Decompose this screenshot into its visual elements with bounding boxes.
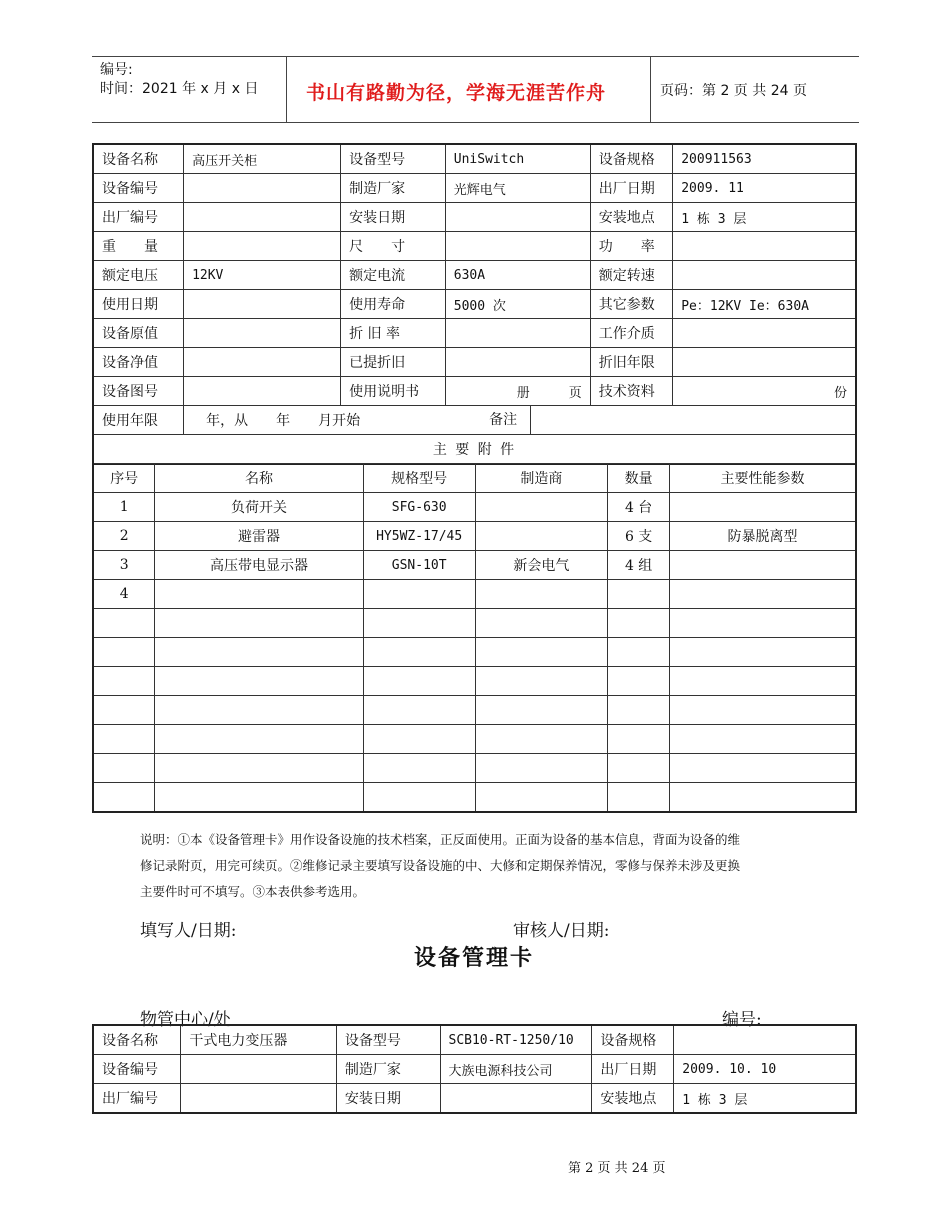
accessory-row-cell: 防暴脱离型 <box>670 522 856 551</box>
accessory-row-cell: 4 组 <box>608 551 670 580</box>
info2-row-cell: 设备名称 <box>93 1025 181 1055</box>
accessory-row <box>93 551 856 580</box>
info2-row-cell <box>440 1084 592 1114</box>
accessories-title-row <box>93 435 856 465</box>
info2-row-cell <box>674 1025 856 1055</box>
accessory-row-cell <box>475 580 608 609</box>
acc-header-seq: 序号 <box>93 464 155 493</box>
accessory-row-cell <box>608 696 670 725</box>
info-row-cell: 2009. 11 <box>673 174 856 203</box>
accessory-row-cell <box>670 783 856 813</box>
card-number-label: 编号: <box>722 1010 762 1030</box>
info-row-cell: 尺 寸 <box>341 232 446 261</box>
info-row <box>93 174 856 203</box>
accessory-row-cell <box>155 696 363 725</box>
info2-row-cell: 出厂日期 <box>592 1055 674 1084</box>
header-divider-right <box>650 56 651 122</box>
info-row <box>93 348 856 377</box>
info-row-cell: Pe：12KV Ie：630A <box>673 290 856 319</box>
accessory-row-cell <box>670 609 856 638</box>
accessory-row <box>93 522 856 551</box>
remark-label: 备注 <box>476 406 531 434</box>
use-years-value: 年，从 年 月开始 <box>206 413 361 429</box>
accessory-row-cell <box>155 638 363 667</box>
info2-row-cell: 大族电源科技公司 <box>440 1055 592 1084</box>
accessories-header-row <box>93 464 856 493</box>
info-row-cell: 设备编号 <box>93 174 184 203</box>
accessory-row-cell <box>608 580 670 609</box>
info-row <box>93 261 856 290</box>
accessory-row-cell <box>670 754 856 783</box>
info-row-cell: 光辉电气 <box>445 174 590 203</box>
info-row-cell: 设备原值 <box>93 319 184 348</box>
info-row-cell: 份 <box>673 377 856 406</box>
info-row-cell: 630A <box>445 261 590 290</box>
accessory-row-cell <box>670 667 856 696</box>
accessory-row-cell <box>475 667 608 696</box>
info-row-cell: 额定电压 <box>93 261 184 290</box>
info-row-cell: 设备图号 <box>93 377 184 406</box>
serial-label: 编号: <box>100 62 133 78</box>
dept-label: 物管中心/处 <box>140 1010 231 1030</box>
info2-row <box>93 1025 856 1055</box>
accessory-row-cell <box>155 783 363 813</box>
info2-row-cell: 设备型号 <box>336 1025 440 1055</box>
accessory-row-cell: 新会电气 <box>475 551 608 580</box>
note-line-3: 主要件时可不填写。③本表供参考选用。 <box>140 884 366 899</box>
accessory-row-cell: 避雷器 <box>155 522 363 551</box>
accessory-row-cell: HY5WZ-17/45 <box>363 522 475 551</box>
info-row-cell: 额定电流 <box>341 261 446 290</box>
info-row-cell: 折 旧 率 <box>341 319 446 348</box>
accessory-row-cell <box>670 696 856 725</box>
accessory-row-cell <box>363 580 475 609</box>
equipment-info-table-2 <box>92 1024 857 1114</box>
accessory-row <box>93 493 856 522</box>
accessory-row-cell <box>93 667 155 696</box>
accessory-row-cell: 4 台 <box>608 493 670 522</box>
accessory-row-cell <box>363 783 475 813</box>
info-row-cell <box>184 174 341 203</box>
acc-header-params: 主要性能参数 <box>670 464 856 493</box>
filler-date-label: 填写人/日期: <box>140 921 237 941</box>
info-row-cell: 工作介质 <box>590 319 673 348</box>
accessory-row-cell <box>363 638 475 667</box>
info-row-cell: 高压开关柜 <box>184 144 341 174</box>
accessory-row <box>93 725 856 754</box>
use-years-row <box>93 406 856 435</box>
accessory-row-cell <box>475 783 608 813</box>
accessory-row-cell: 1 <box>93 493 155 522</box>
accessory-row-cell <box>93 783 155 813</box>
accessory-row <box>93 609 856 638</box>
info-row <box>93 290 856 319</box>
page-indicator: 页码：第 2 页 共 24 页 <box>660 83 807 99</box>
accessory-row-cell <box>670 551 856 580</box>
info-row-cell <box>184 232 341 261</box>
info-row-cell <box>184 348 341 377</box>
info2-row-cell <box>181 1084 337 1114</box>
info2-row-cell: 1 栋 3 层 <box>674 1084 856 1114</box>
note-block <box>140 827 840 905</box>
info-row-cell <box>673 319 856 348</box>
note-line-1: 说明：①本《设备管理卡》用作设备设施的技术档案，正反面使用。正面为设备的基本信息，背面为设备的维 <box>140 832 741 847</box>
info-row-cell: 使用说明书 <box>341 377 446 406</box>
accessory-row-cell <box>363 696 475 725</box>
info-row-cell: 出厂日期 <box>590 174 673 203</box>
info-row-cell <box>445 203 590 232</box>
info-row-cell: 设备规格 <box>590 144 673 174</box>
info-row-cell <box>445 348 590 377</box>
accessory-row-cell <box>155 667 363 696</box>
accessory-row-cell: 6 支 <box>608 522 670 551</box>
accessory-row-cell <box>670 580 856 609</box>
accessory-row-cell <box>155 754 363 783</box>
info2-row <box>93 1084 856 1114</box>
use-years-label: 使用年限 <box>93 406 184 435</box>
accessory-row-cell <box>608 638 670 667</box>
info-row-cell: 5000 次 <box>445 290 590 319</box>
info-row-cell: 安装日期 <box>341 203 446 232</box>
acc-header-name: 名称 <box>155 464 363 493</box>
acc-header-maker: 制造商 <box>475 464 608 493</box>
accessory-row <box>93 580 856 609</box>
info-row-cell: 使用寿命 <box>341 290 446 319</box>
accessory-row-cell <box>608 754 670 783</box>
accessory-row <box>93 667 856 696</box>
info-row <box>93 144 856 174</box>
acc-header-model: 规格型号 <box>363 464 475 493</box>
accessory-row-cell <box>608 783 670 813</box>
info-row-cell: 200911563 <box>673 144 856 174</box>
accessory-row-cell <box>475 725 608 754</box>
accessory-row-cell <box>93 725 155 754</box>
header-bottom-rule <box>92 122 859 123</box>
info-row-cell: 技术资料 <box>590 377 673 406</box>
info2-row-cell: 2009. 10. 10 <box>674 1055 856 1084</box>
info-row-cell <box>184 377 341 406</box>
accessory-row-cell <box>93 609 155 638</box>
accessories-title: 主 要 附 件 <box>93 435 856 465</box>
accessory-row-cell <box>363 754 475 783</box>
info-row-cell: 1 栋 3 层 <box>673 203 856 232</box>
info-row-cell: 使用日期 <box>93 290 184 319</box>
info-row <box>93 377 856 406</box>
accessory-row-cell <box>475 493 608 522</box>
accessory-row-cell: 2 <box>93 522 155 551</box>
info-row-cell <box>673 261 856 290</box>
info-row-cell: 设备净值 <box>93 348 184 377</box>
info-row-cell: 安装地点 <box>590 203 673 232</box>
header-motto: 书山有路勤为径，学海无涯苦作舟 <box>306 82 607 104</box>
info-row-cell: 重 量 <box>93 232 184 261</box>
accessory-row-cell: 4 <box>93 580 155 609</box>
info-row-cell: 设备型号 <box>341 144 446 174</box>
info-row-cell: 12KV <box>184 261 341 290</box>
info-row <box>93 232 856 261</box>
info2-row-cell: 制造厂家 <box>336 1055 440 1084</box>
info-row-cell: 出厂编号 <box>93 203 184 232</box>
accessory-row-cell: SFG-630 <box>363 493 475 522</box>
accessory-row-cell <box>93 696 155 725</box>
info-row-cell <box>445 232 590 261</box>
info2-row-cell: 安装日期 <box>336 1084 440 1114</box>
accessory-row-cell <box>93 754 155 783</box>
accessory-row <box>93 783 856 813</box>
accessory-row <box>93 754 856 783</box>
accessory-row <box>93 696 856 725</box>
page-footer: 第 2 页 共 24 页 <box>568 1161 666 1176</box>
accessory-row-cell <box>93 638 155 667</box>
accessory-row-cell <box>363 725 475 754</box>
info-row-cell: 功 率 <box>590 232 673 261</box>
info-row <box>93 203 856 232</box>
info-row-cell: 制造厂家 <box>341 174 446 203</box>
info2-row-cell: 干式电力变压器 <box>181 1025 337 1055</box>
accessory-row-cell <box>155 609 363 638</box>
info-row-cell <box>673 232 856 261</box>
accessory-row-cell <box>670 493 856 522</box>
info-row-cell: 额定转速 <box>590 261 673 290</box>
accessory-row-cell: GSN-10T <box>363 551 475 580</box>
info2-row-cell: 设备编号 <box>93 1055 181 1084</box>
info2-row-cell: SCB10-RT-1250/10 <box>440 1025 592 1055</box>
info-row-cell: 已提折旧 <box>341 348 446 377</box>
header-divider-left <box>286 56 287 122</box>
accessory-row-cell <box>475 522 608 551</box>
header-top-rule <box>92 56 859 57</box>
accessories-table <box>92 463 857 813</box>
accessory-row-cell <box>475 696 608 725</box>
info2-row-cell: 设备规格 <box>592 1025 674 1055</box>
accessory-row-cell <box>475 609 608 638</box>
card-title: 设备管理卡 <box>414 945 535 971</box>
info-row-cell <box>184 203 341 232</box>
info-row-cell: UniSwitch <box>445 144 590 174</box>
accessory-row-cell: 负荷开关 <box>155 493 363 522</box>
accessory-row-cell: 3 <box>93 551 155 580</box>
info-row-cell <box>184 319 341 348</box>
info-row-cell: 其它参数 <box>590 290 673 319</box>
info-row-cell <box>673 348 856 377</box>
accessory-row-cell <box>608 667 670 696</box>
accessory-row-cell <box>475 754 608 783</box>
accessory-row-cell: 高压带电显示器 <box>155 551 363 580</box>
accessory-row-cell <box>363 667 475 696</box>
accessory-row-cell <box>670 725 856 754</box>
info-row-cell: 折旧年限 <box>590 348 673 377</box>
info-row <box>93 319 856 348</box>
accessory-row-cell <box>608 609 670 638</box>
info2-row-cell: 出厂编号 <box>93 1084 181 1114</box>
info2-row-cell: 安装地点 <box>592 1084 674 1114</box>
equipment-info-table <box>92 143 857 465</box>
info2-row <box>93 1055 856 1084</box>
info-row-cell: 册 页 <box>445 377 590 406</box>
info-row-cell <box>184 290 341 319</box>
accessory-row-cell <box>155 725 363 754</box>
reviewer-date-label: 审核人/日期: <box>513 921 610 941</box>
note-line-2: 修记录附页，用完可续页。②维修记录主要填写设备设施的中、大修和定期保养情况，零修与保养未涉及更换 <box>140 858 741 873</box>
time-label: 时间：2021 年 x 月 x 日 <box>100 81 259 97</box>
info-row-cell: 设备名称 <box>93 144 184 174</box>
info-row-cell <box>445 319 590 348</box>
accessory-row-cell <box>608 725 670 754</box>
accessory-row-cell <box>155 580 363 609</box>
accessory-row <box>93 638 856 667</box>
info2-row-cell <box>181 1055 337 1084</box>
accessory-row-cell <box>475 638 608 667</box>
accessory-row-cell <box>363 609 475 638</box>
accessory-row-cell <box>670 638 856 667</box>
acc-header-qty: 数量 <box>608 464 670 493</box>
